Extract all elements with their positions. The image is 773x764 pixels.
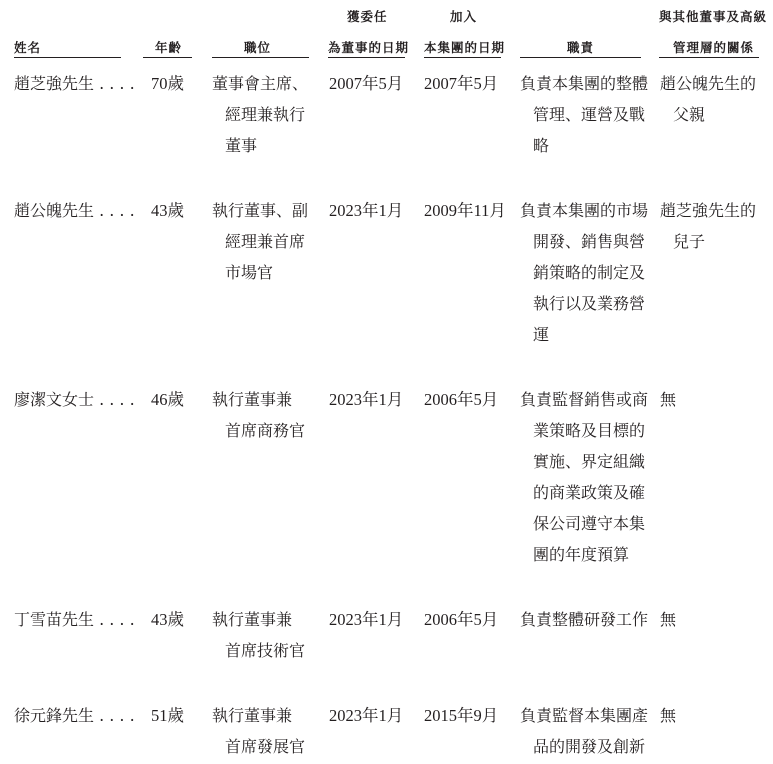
relation-line: 無 (660, 610, 677, 629)
row-2-appointed: 2023年1月 (329, 201, 404, 220)
row-1-relation (660, 68, 756, 130)
row-3-age: 46歲 (151, 390, 184, 409)
row-5-joined: 2015年9月 (424, 706, 499, 725)
duties-line: 團的年度預算 (533, 545, 630, 564)
relation-line: 趙芝強先生的 (660, 201, 757, 220)
duties-line: 負責本集團的市場 (520, 201, 649, 220)
relation-line: 無 (660, 706, 677, 725)
header-name: 姓名 (14, 40, 42, 55)
row-3-name: 廖潔文女士 . . . . (14, 390, 135, 409)
header-joined-line1: 加入 (450, 9, 478, 24)
row-5-name: 徐元鋒先生 . . . . (14, 706, 135, 725)
row-2-age: 43歲 (151, 201, 184, 220)
row-3-relation (660, 384, 676, 415)
header-relation-line2: 管理層的關係 (673, 40, 755, 55)
row-1-age: 70歲 (151, 74, 184, 93)
position-line: 執行董事兼 (212, 706, 293, 725)
duties-line: 管理、運營及戰 (533, 105, 646, 124)
header-position: 職位 (244, 40, 272, 55)
row-2-position (212, 195, 308, 288)
header-age: 年齡 (155, 40, 183, 55)
duties-line: 負責本集團的整體 (520, 74, 649, 93)
header-rule-position (212, 57, 309, 58)
row-4-relation (660, 604, 676, 635)
duties-line: 保公司遵守本集 (533, 514, 646, 533)
duties-line: 負責監督本集團產 (520, 706, 649, 725)
duties-line: 實施、界定組織 (533, 452, 646, 471)
duties-line: 負責整體研發工作 (520, 610, 649, 629)
row-1-name: 趙芝強先生 . . . . (14, 74, 135, 93)
row-4-joined: 2006年5月 (424, 610, 499, 629)
position-line: 經理兼首席 (225, 232, 306, 251)
position-line: 經理兼執行 (225, 105, 306, 124)
row-4-position (212, 604, 305, 666)
header-joined-line2: 本集團的日期 (424, 40, 506, 55)
duties-line: 業策略及目標的 (533, 421, 646, 440)
row-5-relation (660, 700, 676, 731)
duties-line: 執行以及業務營 (533, 294, 646, 313)
position-line: 首席技術官 (225, 641, 306, 660)
row-2-duties (520, 195, 648, 350)
relation-line: 趙公魄先生的 (660, 74, 757, 93)
row-4-appointed: 2023年1月 (329, 610, 404, 629)
header-appointed-line2: 為董事的日期 (328, 40, 410, 55)
relation-line: 兒子 (673, 232, 706, 251)
row-3-appointed: 2023年1月 (329, 390, 404, 409)
row-5-age: 51歲 (151, 706, 184, 725)
header-appointed-line1: 獲委任 (347, 9, 388, 24)
header-rule-duties (520, 57, 641, 58)
row-1-position (212, 68, 308, 161)
row-1-appointed: 2007年5月 (329, 74, 404, 93)
relation-line: 無 (660, 390, 677, 409)
header-relation-line1: 與其他董事及高級 (659, 9, 768, 24)
duties-line: 品的開發及創新 (533, 737, 646, 756)
position-line: 執行董事兼 (212, 610, 293, 629)
duties-line: 開發、銷售與營 (533, 232, 646, 251)
header-rule-relation (659, 57, 759, 58)
row-3-duties (520, 384, 648, 570)
duties-line: 略 (533, 136, 550, 155)
header-rule-name (14, 57, 121, 58)
row-5-position (212, 700, 305, 762)
relation-line: 父親 (673, 105, 706, 124)
row-1-joined: 2007年5月 (424, 74, 499, 93)
position-line: 董事 (225, 136, 258, 155)
row-4-duties (520, 604, 648, 635)
row-3-joined: 2006年5月 (424, 390, 499, 409)
row-5-appointed: 2023年1月 (329, 706, 404, 725)
duties-line: 的商業政策及確 (533, 483, 646, 502)
position-line: 董事會主席、 (212, 74, 309, 93)
position-line: 市場官 (225, 263, 274, 282)
duties-line: 銷策略的制定及 (533, 263, 646, 282)
header-rule-joined (424, 57, 501, 58)
position-line: 執行董事兼 (212, 390, 293, 409)
row-3-position (212, 384, 305, 446)
header-duties: 職責 (567, 40, 595, 55)
duties-line: 負責監督銷售或商 (520, 390, 649, 409)
duties-line: 運 (533, 325, 550, 344)
position-line: 首席商務官 (225, 421, 306, 440)
row-5-duties (520, 700, 648, 762)
header-rule-appointed (328, 57, 405, 58)
header-rule-age (143, 57, 192, 58)
row-2-relation (660, 195, 756, 257)
row-4-age: 43歲 (151, 610, 184, 629)
row-4-name: 丁雪苗先生 . . . . (14, 610, 135, 629)
position-line: 首席發展官 (225, 737, 306, 756)
position-line: 執行董事、副 (212, 201, 309, 220)
row-2-joined: 2009年11月 (424, 201, 506, 220)
row-1-duties (520, 68, 648, 161)
row-2-name: 趙公魄先生 . . . . (14, 201, 135, 220)
